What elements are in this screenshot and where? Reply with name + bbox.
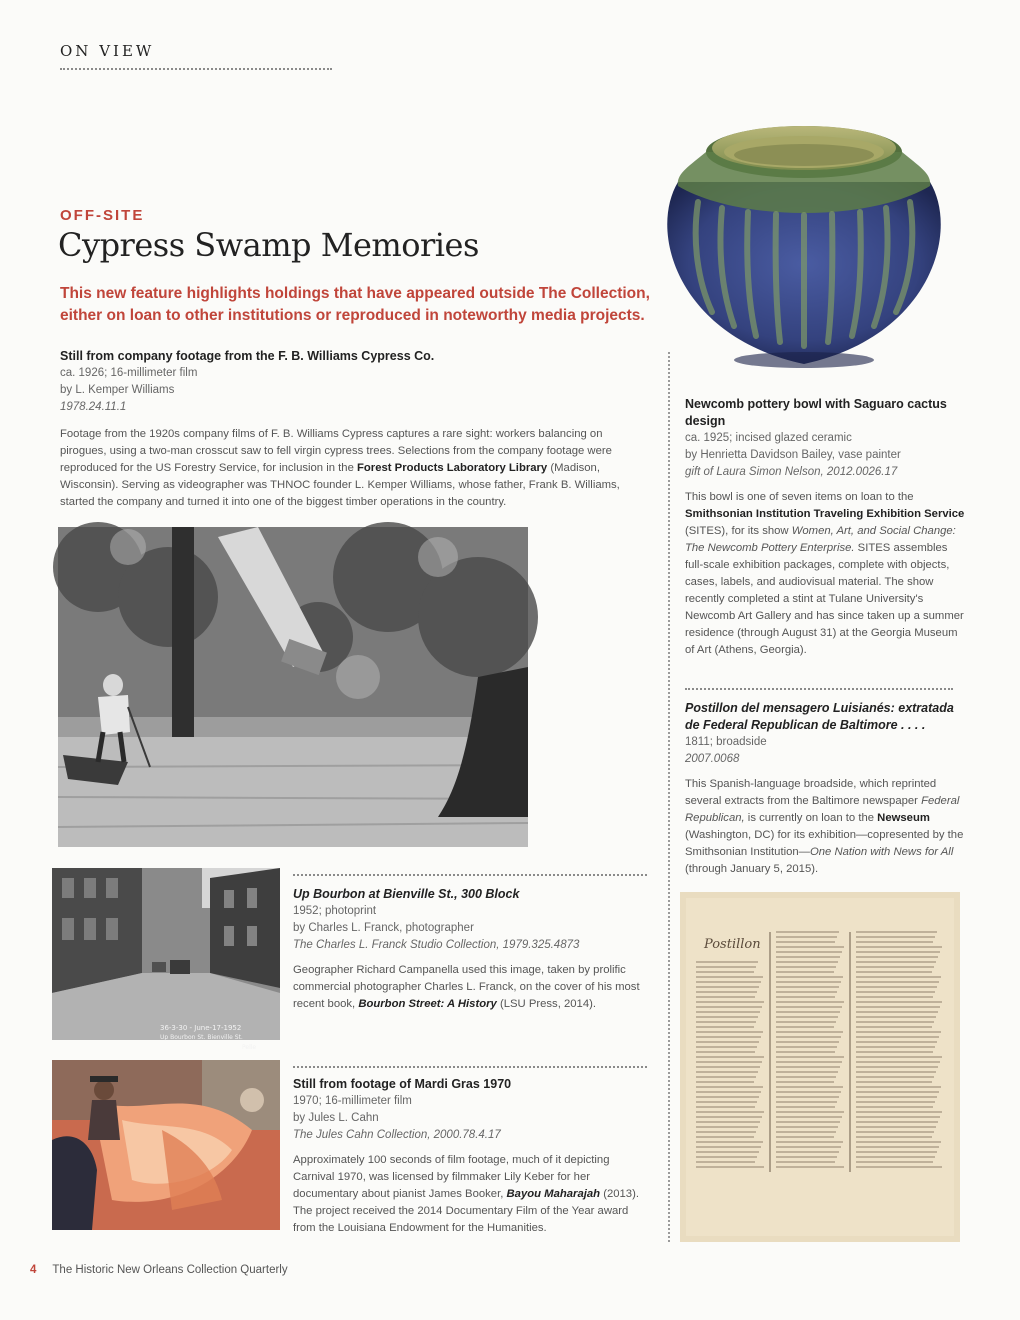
item3-date: 1970; 16-millimeter film [293, 1095, 412, 1107]
kicker: OFF-SITE [60, 207, 145, 224]
item4-title: Newcomb pottery bowl with Saguaro cactus design [685, 397, 947, 428]
item1-caption [60, 348, 650, 511]
item2-caption [293, 886, 653, 1013]
item3-collection: The Jules Cahn Collection, 2000.78.4.17 [293, 1129, 501, 1141]
item2-date: 1952; photoprint [293, 905, 377, 917]
broadside-image [680, 892, 960, 1242]
item5-title: Postillon del mensagero Luisianés: extratada de Federal Republican de Baltimore . . . . [685, 701, 954, 732]
photo-inscription-3: Pelle [242, 1044, 257, 1051]
intro-text: This new feature highlights holdings that have appeared outside The Collection, either on loan to other institutions or reproduced in noteworthy media projects. [60, 285, 650, 324]
item4-body: This bowl is one of seven items on loan to the Smithsonian Institution Traveling Exhibition Service (SITES), for its show Women, Art, and Social Change: The Newcomb Pottery Enterprise. SITES assembles full-scale exhibition packages, complete with objects, cases, labels, and audiovisual material. The show recently completed a stint at Tulane University's Newcomb Art Gallery and has since taken up a summer residence (through August 31) at the Georgia Museum of Art (Athens, Georgia). [685, 491, 965, 656]
mardi-gras-photo [52, 1060, 280, 1230]
item1-body: Footage from the 1920s company films of F. B. Williams Cypress captures a rare sight: workers balancing on pirogues, using a two-man crosscut saw to fell virgin cypress trees. Selections from the company footage were reproduced for the US Forestry Service, for inclusion in the Forest Products Laboratory Library (Madison, Wisconsin). Serving as videographer was THNOC founder L. Kemper Williams, whose father, Frank B. Williams, started the company and turned it into one of the biggest timber operations in the country. [60, 428, 620, 508]
item4-date: ca. 1925; incised glazed ceramic [685, 432, 852, 444]
item2-body: Geographer Richard Campanella used this image, taken by prolific commercial photographer Charles L. Franck, on the cover of his most recent book, Bourbon Street: A History (LSU Press, 2014). [293, 964, 640, 1010]
item3-body: Approximately 100 seconds of film footage, much of it depicting Carnival 1970, was licensed by filmmaker Lily Keber for her documentary about pianist James Booker, Bayou Maharajah (2013). The project received the 2014 Documentary Film of the Year award from the Louisiana Endowment for the Humanities. [293, 1154, 639, 1234]
item2-collection: The Charles L. Franck Studio Collection, 1979.325.4873 [293, 939, 580, 951]
page-title: Cypress Swamp Memories [58, 226, 479, 264]
item5-body: This Spanish-language broadside, which reprinted several extracts from the Baltimore newspaper Federal Republican, is currently on loan to the Newseum (Washington, DC) for its exhibition—copresented by the Smithsonian Institution—One Nation with News for All (through January 5, 2015). [685, 778, 964, 875]
page-number: 4 [30, 1264, 37, 1276]
item1-date: ca. 1926; 16-millimeter film [60, 367, 198, 379]
item2-divider [293, 874, 647, 876]
item5-accession: 2007.0068 [685, 753, 740, 765]
bourbon-street-photo [52, 868, 280, 1051]
item3-caption [293, 1076, 653, 1237]
photo-inscription-2: Up Bourbon St. Bienville St. [160, 1034, 243, 1041]
section-divider [60, 68, 332, 70]
item3-title: Still from footage of Mardi Gras 1970 [293, 1077, 512, 1091]
cypress-swamp-photo [58, 527, 528, 847]
section-label: ON VIEW [60, 42, 155, 60]
item1-accession: 1978.24.11.1 [60, 401, 127, 413]
item5-date: 1811; broadside [685, 736, 767, 748]
item1-credit: by L. Kemper Williams [60, 384, 175, 396]
item5-divider [685, 688, 953, 690]
item4-caption [685, 396, 965, 659]
broadside-masthead: Postillon [704, 937, 761, 952]
item5-caption [685, 700, 965, 878]
item2-title: Up Bourbon at Bienville St., 300 Block [293, 887, 520, 901]
item3-credit: by Jules L. Cahn [293, 1112, 379, 1124]
item1-title: Still from company footage from the F. B. Williams Cypress Co. [60, 349, 435, 363]
photo-inscription-1: 36-3-30 - June-17-1952 [160, 1024, 242, 1032]
item4-credit: by Henrietta Davidson Bailey, vase painter [685, 449, 901, 461]
column-divider [668, 352, 670, 1242]
item2-credit: by Charles L. Franck, photographer [293, 922, 474, 934]
page-footer [30, 1264, 288, 1276]
publication-name: The Historic New Orleans Collection Quarterly [52, 1264, 288, 1276]
item3-divider [293, 1066, 647, 1068]
item4-gift: gift of Laura Simon Nelson, 2012.0026.17 [685, 466, 898, 478]
pottery-bowl-image [648, 112, 960, 374]
